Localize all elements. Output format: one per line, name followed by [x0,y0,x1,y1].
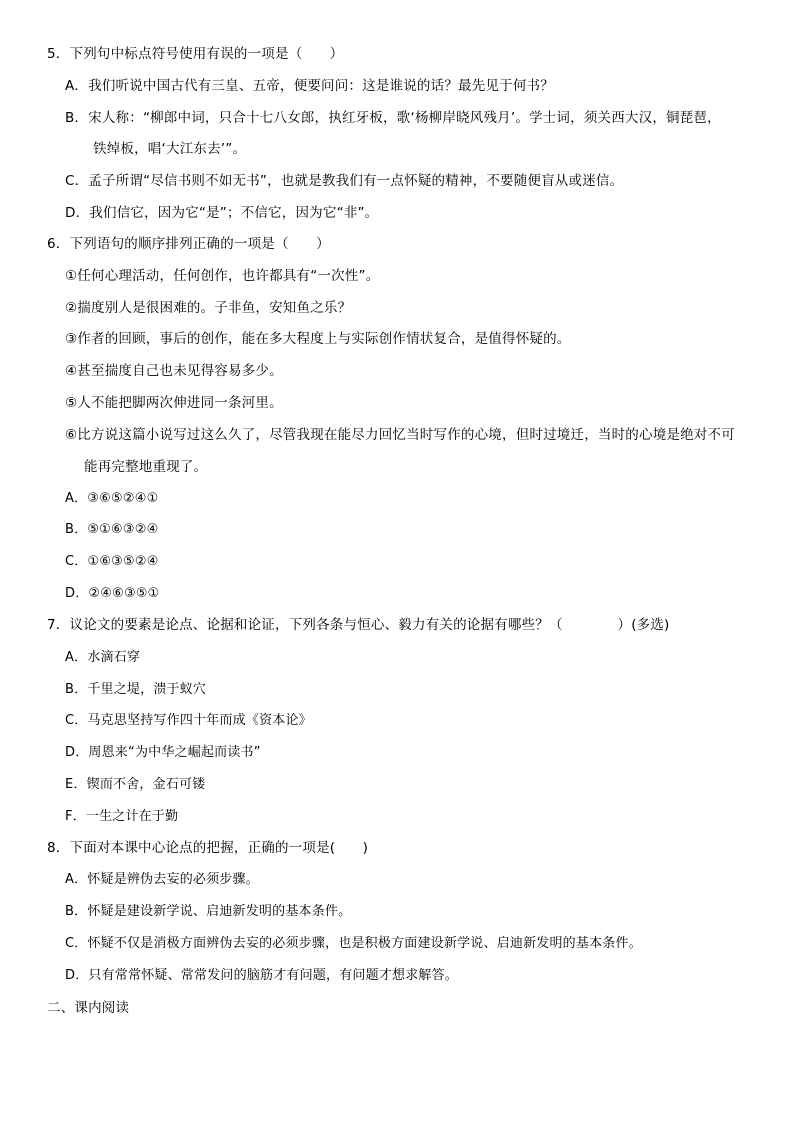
question-5-option-a: A．我们听说中国古代有三皇、五帝，便要问问：这是谁说的话？最先见于何书？ [65,78,554,94]
question-5-option-b: B．宋人称：“柳郎中词，只合十七八女郎，执红牙板，歌‘杨柳岸晓风残月’。学士词，须关西大汉，铜琵琶， [65,110,721,126]
section-2-title: 二、课内阅读 [47,1000,130,1016]
question-8-option-d: D．只有常常怀疑、常常发问的脑筋才有问题，有问题才想求解答。 [65,968,459,983]
question-8-option-a: A．怀疑是辨伪去妄的必须步骤。 [65,872,259,887]
question-7-option-a: A．水滴石穿 [65,650,141,665]
question-5-stem: 5．下列句中标点符号使用有误的一项是（ ） [47,46,344,62]
question-6-sentence-1: ①任何心理活动，任何创作，也许都具有“一次性”。 [65,268,380,284]
question-6-sentence-6: ⑥比方说这篇小说写过这么久了，尽管我现在能尽力回忆当时写作的心境，但时过境迁，当时的心境是绝对不可 [65,427,735,443]
question-7-stem: 7．议论文的要素是论点、论据和论证，下列各条与恒心、毅力有关的论据有哪些？（ ）(多选) [47,617,670,633]
question-7-option-e: E．锲而不舍，金石可镂 [65,777,206,792]
question-6-option-c: C．①⑥③⑤②④ [65,554,159,569]
question-6-sentence-3: ③作者的回顾，事后的创作，能在多大程度上与实际创作情状复合，是值得怀疑的。 [65,331,571,347]
question-6-sentence-5: ⑤人不能把脚两次伸进同一条河里。 [65,395,283,411]
question-6-sentence-2: ②揣度别人是很困难的。子非鱼，安知鱼之乐？ [65,300,352,316]
question-8-option-b: B．怀疑是建设新学说、启迪新发明的基本条件。 [65,904,352,919]
question-7-option-f: F．一生之计在于勤 [65,809,179,824]
question-6-sentence-4: ④甚至揣度自己也未见得容易多少。 [65,363,283,379]
question-6-option-d: D．②④⑥③⑤① [65,586,160,601]
question-7-option-c: C．马克思坚持写作四十年而成《资本论》 [65,713,312,728]
question-6-option-a: A．③⑥⑤②④① [65,491,159,506]
question-6-option-b: B．⑤①⑥③②④ [65,522,159,537]
question-6-sentence-6-continued: 能再完整地重现了。 [84,459,208,475]
question-8-stem: 8．下面对本课中心论点的把握，正确的一项是( ) [47,840,369,856]
question-5-option-d: D．我们信它，因为它“是”；不信它，因为它“非”。 [65,205,379,221]
question-5-option-b-continued: 铁绰板，唱‘大江东去’”。 [93,141,247,157]
question-7-option-d: D．周恩来“为中华之崛起而读书” [65,745,261,760]
question-6-stem: 6．下列语句的顺序排列正确的一项是（ ） [47,236,330,252]
question-7-option-b: B．千里之堤，溃于蚁穴 [65,682,207,697]
question-5-option-c: C．孟子所谓“尽信书则不如无书”，也就是教我们有一点怀疑的精神，不要随便盲从或迷信。 [65,173,624,189]
question-8-option-c: C．怀疑不仅是消极方面辨伪去妄的必须步骤，也是积极方面建设新学说、启迪新发明的基本条件。 [65,936,642,951]
